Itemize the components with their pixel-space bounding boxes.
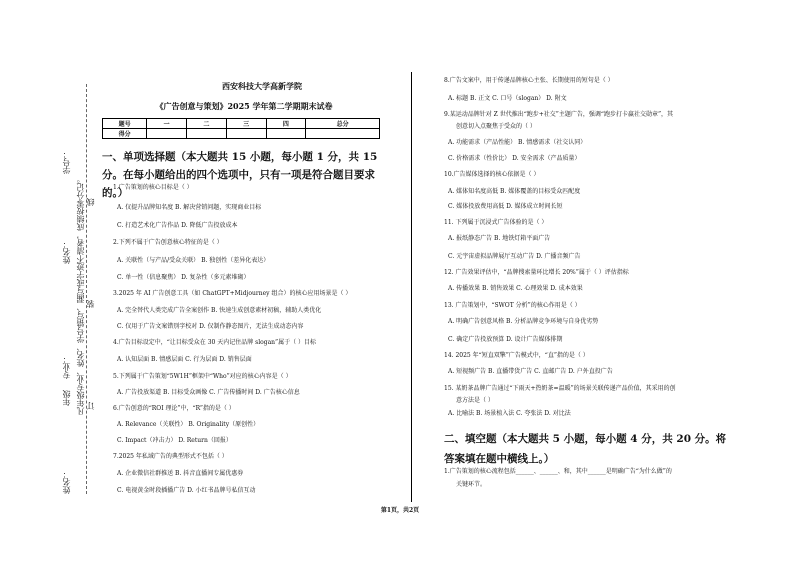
question-line: 14. 2025 年“短直双擎”广告模式中，“直”指的是（ ） xyxy=(444,352,589,359)
cut-line-mark: 线 xyxy=(86,198,95,206)
binding-mark: 装 xyxy=(86,300,95,308)
score-table xyxy=(102,118,380,139)
question-line: A. 企业微信社群推送 B. 抖音直播间专属优惠券 xyxy=(117,470,244,477)
question-line: C. 仅用于广告文案错别字校对 D. 仅制作静态图片，无法生成动态内容 xyxy=(117,323,304,330)
score-input-cell[interactable] xyxy=(147,129,187,139)
question-line: 10.广告媒体选择的核心依据是（ ） xyxy=(444,171,540,178)
question-line: 8.广告文案中，用于传递品牌核心主张、长期使用的短句是（ ） xyxy=(444,77,614,84)
score-input-cell[interactable] xyxy=(187,129,227,139)
question-line: 意方法是（ ） xyxy=(456,397,494,404)
signature-label: 姓名： xyxy=(62,470,71,494)
filling-notice: 凡年级专业、姓名、学号错写、漏写或字迹不清者，成绩按零分记。 xyxy=(76,175,85,415)
question-line: 12. 广告效果评估中，“品牌搜索量环比增长 20%”属于（ ）评估指标 xyxy=(444,269,629,276)
question-line: C. Impact（冲击力） D. Return（回报） xyxy=(117,437,232,444)
school-name: 西安科技大学高新学院 xyxy=(222,81,302,91)
question-line: 15. 某奶茶品牌广告通过“下雨天+热奶茶=温暖”的场景关联传递产品价值，其采用的创 xyxy=(444,385,676,392)
question-line: C. 电视黄金时段插播广告 D. 小红书品牌号私信互动 xyxy=(117,487,256,494)
question-line: A. 完全替代人类完成广告全案创作 B. 快速生成创意素材初稿，辅助人类优化 xyxy=(117,307,322,314)
question-line: A. 广告投放渠道 B. 目标受众画像 C. 广告传播时间 D. 广告核心信息 xyxy=(117,389,300,396)
question-line: C. 元宇宙虚拟品牌展厅互动广告 D. 广播音频广告 xyxy=(448,253,581,260)
question-line: A. 仅提升品牌知名度 B. 解决营销问题，实现商业目标 xyxy=(117,204,262,211)
question-line: 2.下列不属于广告创意核心特征的是（ ） xyxy=(113,239,223,246)
class-label: 年级 xyxy=(62,390,71,406)
section1-title: 一、单项选择题（本大题共 15 小题，每小题 1 分，共 15 分。在每小题给出的四个选项中，只有一项是符合题目要求的。） xyxy=(102,151,378,199)
question-line: 6.广告创意的“ROI 理论”中，“R”指的是（ ） xyxy=(113,405,235,412)
question-line: A. Relevance（关联性） B. Originality（原创性） xyxy=(117,421,260,428)
score-cell: 三 xyxy=(226,119,266,129)
question-line: A. 功能需求（产品性能） B. 情感需求（社交认同） xyxy=(448,139,587,146)
question-line: 创意切入点聚焦于受众的（ ） xyxy=(456,123,536,130)
question-line: 3.2025 年 AI 广告创意工具（如 ChatGPT+Midjourney 组合）的核心应用场景是（ ） xyxy=(113,290,352,297)
seal-mark: 订 xyxy=(86,402,95,410)
question-line: C. 打造艺术化广告作品 D. 降低广告投放成本 xyxy=(117,222,238,229)
question-line: A. 比喻法 B. 场景植入法 C. 夸张法 D. 对比法 xyxy=(448,410,571,417)
question-line: A. 传播效果 B. 销售效果 C. 心理效果 D. 成本效果 xyxy=(448,285,583,292)
fill-question-1-line2: 关键环节。 xyxy=(456,481,487,488)
column-divider xyxy=(411,72,412,502)
score-cell: 总分 xyxy=(306,119,380,129)
question-line: 11. 下列属于沉浸式广告体验的是（ ） xyxy=(444,219,548,226)
score-input-cell[interactable] xyxy=(226,129,266,139)
question-line: A. 标题 B. 正文 C. 口号（slogan） D. 附文 xyxy=(448,95,567,102)
score-input-cell[interactable] xyxy=(266,129,306,139)
question-line: 4.广告目标设定中，“让目标受众在 30 天内记住品牌 slogan”属于（ ）目标 xyxy=(113,339,317,346)
score-cell: 一 xyxy=(147,119,187,129)
question-line: A. 报纸静态广告 B. 地铁灯箱平面广告 xyxy=(448,235,551,242)
name-label: 姓名： xyxy=(62,240,71,264)
question-line: A. 短视频广告 B. 直播带货广告 C. 直邮广告 D. 户外直投广告 xyxy=(448,368,613,375)
score-cell: 二 xyxy=(187,119,227,129)
exam-title: 《广告创意与策划》2025 学年第二学期期末试卷 xyxy=(155,101,333,111)
fill-question-1-line1: 1.广告策划的核心流程包括______、______、和，其中______是明确广告“为什么做”的 xyxy=(444,468,672,475)
question-line: 1.广告策划的核心目标是（ ） xyxy=(113,184,193,191)
question-line: 7.2025 年私域广告的典型形式不包括（ ） xyxy=(113,453,228,460)
question-line: 5.下列属于广告策划“5W1H”框架中“Who”对应的核心内容是（ ） xyxy=(113,373,292,380)
score-cell: 得分 xyxy=(103,129,147,139)
major-label: 专业： xyxy=(62,355,71,379)
question-line: C. 价格需求（性价比） D. 安全需求（产品质量） xyxy=(448,155,581,162)
section2-title: 二、填空题（本大题共 5 小题，每小题 4 分，共 20 分。将答案填在题中横线上。） xyxy=(444,433,727,465)
question-line: C. 确定广告投放预算 D. 设计广告媒体排期 xyxy=(448,336,563,343)
score-cell: 四 xyxy=(266,119,306,129)
question-line: C. 单一性（信息聚焦） D. 复杂性（多元素堆砌） xyxy=(117,274,250,281)
question-line: A. 媒体知名度高低 B. 媒体覆盖的目标受众匹配度 xyxy=(448,188,581,195)
question-line: A. 关联性（与产品/受众关联） B. 独创性（差异化表达） xyxy=(117,257,270,264)
page-number: 第1页，共2页 xyxy=(380,507,420,514)
question-line: 9.某运动品牌针对 Z 世代推出“跑步+社交”主题广告，强调“跑步打卡赢社交勋章”，其 xyxy=(444,111,674,118)
question-line: 13. 广告策划中，“SWOT 分析”的核心作用是（ ） xyxy=(444,302,581,309)
question-line: A. 明确广告创意风格 B. 分析品牌竞争环境与自身优劣势 xyxy=(448,318,599,325)
question-line: A. 认知层面 B. 情感层面 C. 行为层面 D. 销售层面 xyxy=(117,356,252,363)
score-table-header-row xyxy=(103,119,380,129)
question-line: C. 媒体投放费用高低 D. 媒体成立时间长短 xyxy=(448,203,563,210)
score-cell: 题号 xyxy=(103,119,147,129)
binding-dashed-line xyxy=(86,84,87,494)
score-input-cell[interactable] xyxy=(306,129,380,139)
student-id-label: 学号： xyxy=(62,150,71,174)
score-table-score-row xyxy=(103,129,380,139)
